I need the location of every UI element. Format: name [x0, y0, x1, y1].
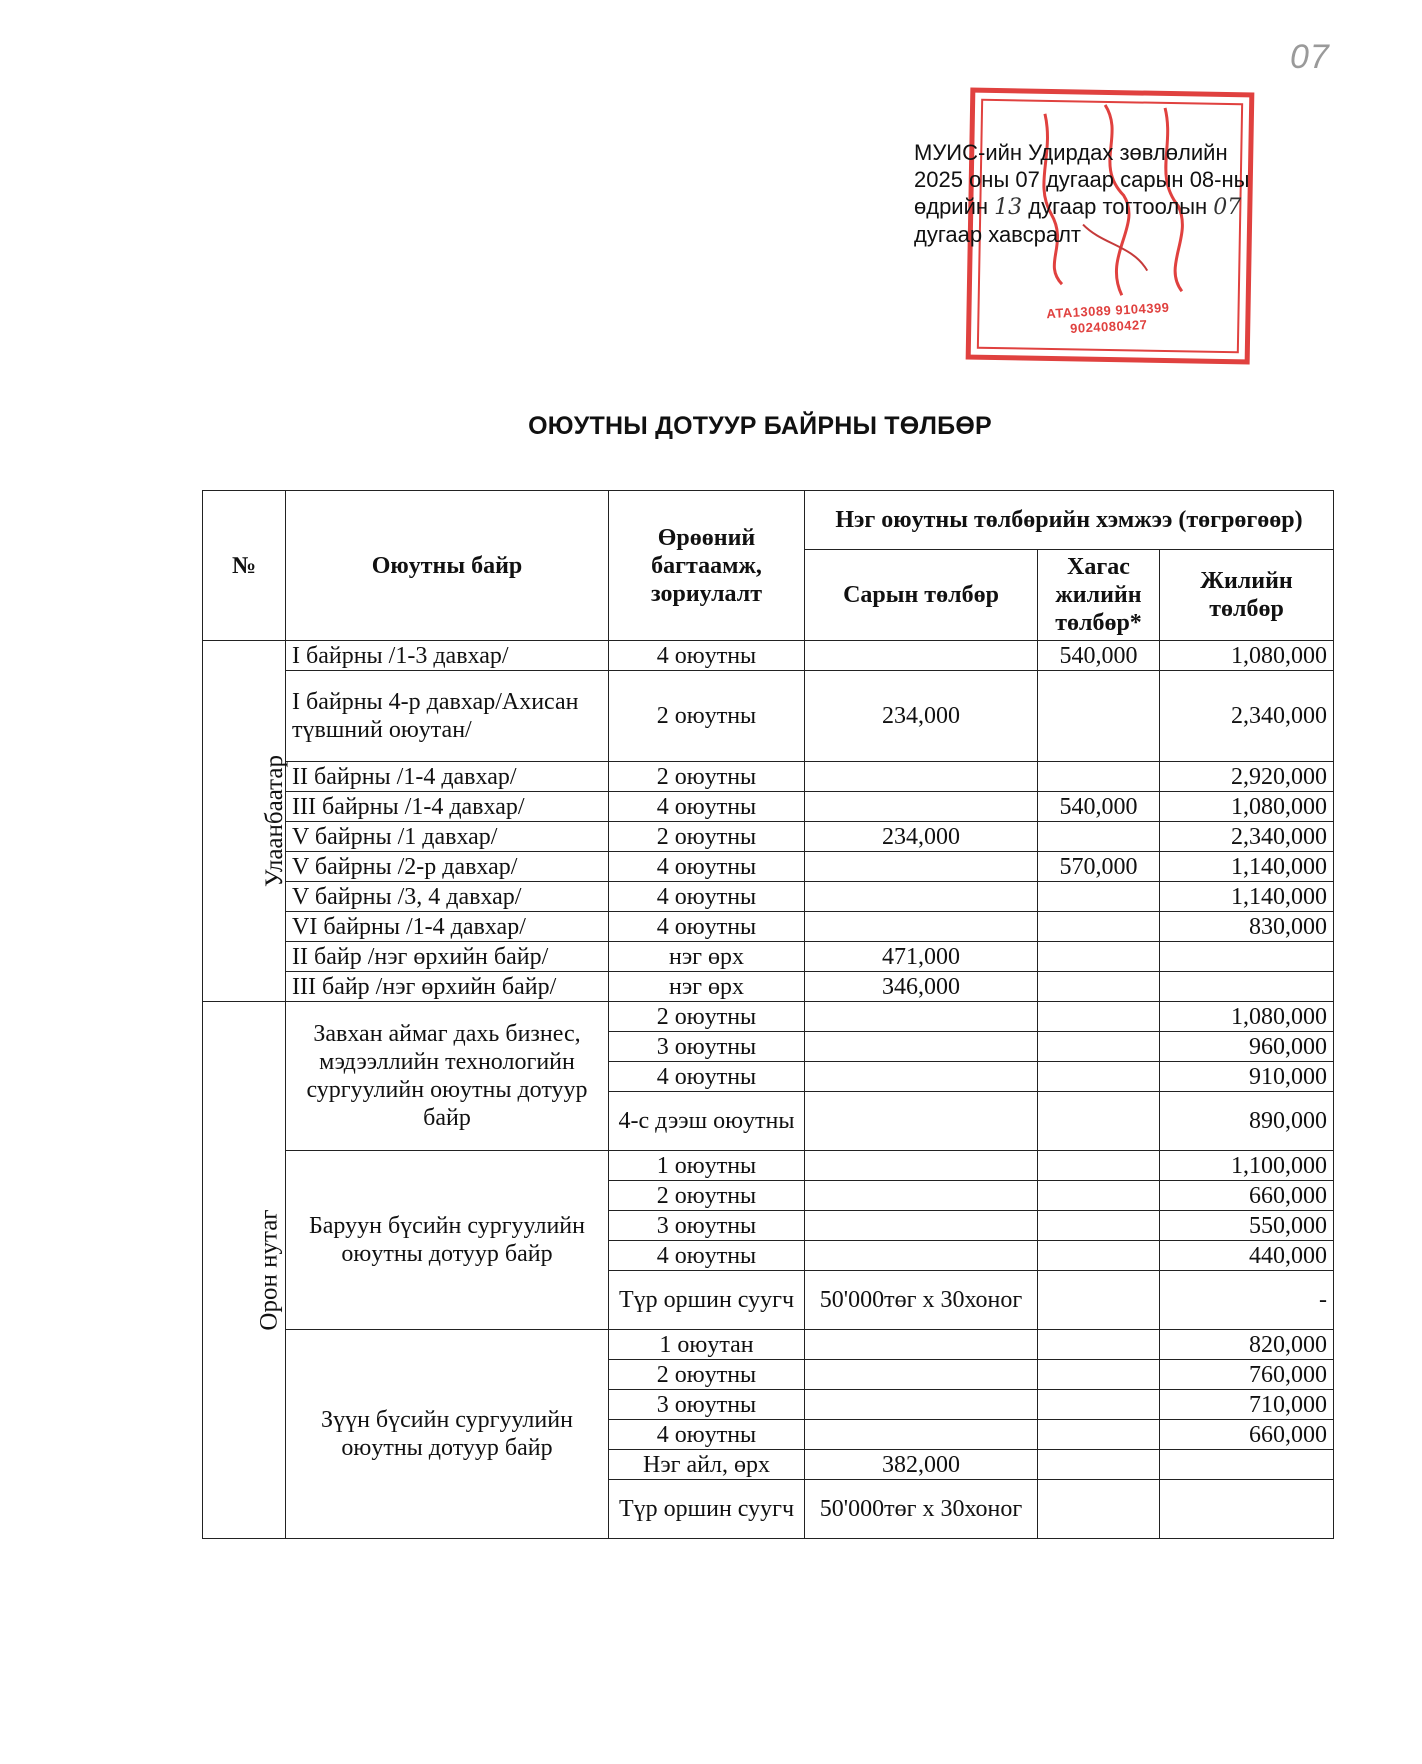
- monthly-cell: [805, 1211, 1038, 1241]
- table-row: [203, 641, 1334, 671]
- half-year-cell: [1038, 1151, 1160, 1181]
- capacity-cell: Түр оршин суугч: [609, 1480, 805, 1539]
- monthly-cell: 50'000төг х 30хоног: [805, 1271, 1038, 1330]
- half-year-cell: [1038, 1330, 1160, 1360]
- header-monthly: Сарын төлбөр: [805, 550, 1038, 641]
- monthly-cell: [805, 882, 1038, 912]
- dorm-cell: Баруун бүсийн сургуулийн оюутны дотуур байр: [286, 1151, 609, 1330]
- handwritten-resolution-number: 13: [994, 195, 1023, 220]
- yearly-cell: [1160, 1480, 1334, 1539]
- monthly-cell: [805, 1420, 1038, 1450]
- yearly-cell: 440,000: [1160, 1241, 1334, 1271]
- half-year-cell: [1038, 671, 1160, 762]
- table-row: [203, 1002, 1334, 1032]
- half-year-cell: [1038, 1002, 1160, 1032]
- yearly-cell: [1160, 942, 1334, 972]
- half-year-cell: [1038, 1181, 1160, 1211]
- monthly-cell: [805, 762, 1038, 792]
- annex-line-3-start: өдрийн: [914, 194, 995, 219]
- handwritten-annex-number: 07: [1213, 195, 1242, 220]
- yearly-cell: 760,000: [1160, 1360, 1334, 1390]
- yearly-cell: 960,000: [1160, 1032, 1334, 1062]
- region-label: Орон нутаг: [255, 1209, 283, 1331]
- dorm-cell: V байрны /2-р давхар/: [286, 852, 609, 882]
- document-title: ОЮУТНЫ ДОТУУР БАЙРНЫ ТӨЛБӨР: [528, 412, 992, 440]
- capacity-cell: 1 оюутан: [609, 1330, 805, 1360]
- capacity-cell: 2 оюутны: [609, 762, 805, 792]
- dorm-cell: I байрны 4-р давхар/Ахисан түвшний оюутан/: [286, 671, 609, 762]
- yearly-cell: 1,080,000: [1160, 792, 1334, 822]
- capacity-cell: 4 оюутны: [609, 1420, 805, 1450]
- table-row: [203, 1151, 1334, 1181]
- half-year-cell: [1038, 1480, 1160, 1539]
- half-year-cell: [1038, 762, 1160, 792]
- monthly-cell: [805, 1390, 1038, 1420]
- monthly-cell: [805, 1032, 1038, 1062]
- half-year-cell: [1038, 1032, 1160, 1062]
- table-row: [203, 882, 1334, 912]
- monthly-cell: [805, 1360, 1038, 1390]
- header-dorm: Оюутны байр: [286, 491, 609, 641]
- dorm-cell: III байрны /1-4 давхар/: [286, 792, 609, 822]
- monthly-cell: 234,000: [805, 822, 1038, 852]
- annex-line-3-middle: дугаар тогтоолын: [1022, 194, 1214, 219]
- capacity-cell: 3 оюутны: [609, 1032, 805, 1062]
- yearly-cell: 1,140,000: [1160, 852, 1334, 882]
- yearly-cell: [1160, 972, 1334, 1002]
- capacity-cell: 2 оюутны: [609, 822, 805, 852]
- table-row: [203, 972, 1334, 1002]
- half-year-cell: [1038, 1360, 1160, 1390]
- capacity-cell: 4 оюутны: [609, 852, 805, 882]
- monthly-cell: 50'000төг х 30хоног: [805, 1480, 1038, 1539]
- capacity-cell: нэг өрх: [609, 942, 805, 972]
- dorm-cell: III байр /нэг өрхийн байр/: [286, 972, 609, 1002]
- header-yearly: Жилийн төлбөр: [1160, 550, 1334, 641]
- capacity-cell: 3 оюутны: [609, 1390, 805, 1420]
- monthly-cell: [805, 1151, 1038, 1181]
- table-row: [203, 671, 1334, 762]
- half-year-cell: [1038, 1092, 1160, 1151]
- half-year-cell: [1038, 1211, 1160, 1241]
- half-year-cell: [1038, 1271, 1160, 1330]
- monthly-cell: [805, 1062, 1038, 1092]
- region-cell-ub: [203, 641, 289, 1002]
- capacity-cell: 3 оюутны: [609, 1211, 805, 1241]
- dorm-cell: II байр /нэг өрхийн байр/: [286, 942, 609, 972]
- annex-line-1: МУИС-ийн Удирдах зөвлөлийн: [914, 140, 1228, 165]
- yearly-cell: 2,340,000: [1160, 822, 1334, 852]
- capacity-cell: Нэг айл, өрх: [609, 1450, 805, 1480]
- annex-line-2: 2025 оны 07 дугаар сарын 08-ны: [914, 167, 1250, 192]
- monthly-cell: 382,000: [805, 1450, 1038, 1480]
- table-row: [203, 1330, 1334, 1360]
- yearly-cell: 710,000: [1160, 1390, 1334, 1420]
- capacity-cell: 2 оюутны: [609, 1360, 805, 1390]
- header-fee-group: Нэг оюутны төлбөрийн хэмжээ (төгрөгөөр): [805, 491, 1334, 550]
- dorm-cell: II байрны /1-4 давхар/: [286, 762, 609, 792]
- yearly-cell: [1160, 1450, 1334, 1480]
- yearly-cell: -: [1160, 1271, 1334, 1330]
- capacity-cell: 2 оюутны: [609, 1002, 805, 1032]
- half-year-cell: [1038, 882, 1160, 912]
- table-row: [203, 852, 1334, 882]
- yearly-cell: 1,140,000: [1160, 882, 1334, 912]
- monthly-cell: [805, 1002, 1038, 1032]
- yearly-cell: 1,080,000: [1160, 1002, 1334, 1032]
- monthly-cell: [805, 1181, 1038, 1211]
- monthly-cell: 346,000: [805, 972, 1038, 1002]
- stamp-number-line1: ATA13089 9104399: [1046, 299, 1170, 322]
- yearly-cell: 660,000: [1160, 1181, 1334, 1211]
- page-number: 07: [1290, 38, 1330, 76]
- half-year-cell: [1038, 1062, 1160, 1092]
- table-row: [203, 762, 1334, 792]
- header-half-year: Хагас жилийн төлбөр*: [1038, 550, 1160, 641]
- dorm-cell: I байрны /1-3 давхар/: [286, 641, 609, 671]
- region-cell-local: [203, 1002, 286, 1539]
- capacity-cell: 4-с дээш оюутны: [609, 1092, 805, 1151]
- monthly-cell: [805, 792, 1038, 822]
- dorm-cell: V байрны /3, 4 давхар/: [286, 882, 609, 912]
- yearly-cell: 890,000: [1160, 1092, 1334, 1151]
- region-label: Улаанбаатар: [261, 754, 289, 888]
- table-row: [203, 822, 1334, 852]
- capacity-cell: 4 оюутны: [609, 792, 805, 822]
- monthly-cell: [805, 1330, 1038, 1360]
- capacity-cell: 4 оюутны: [609, 912, 805, 942]
- dormitory-fee-table: [202, 490, 1334, 1539]
- table-row: [203, 912, 1334, 942]
- stamp-number-line2: 9024080427: [1069, 316, 1148, 336]
- capacity-cell: 4 оюутны: [609, 1241, 805, 1271]
- half-year-cell: [1038, 1241, 1160, 1271]
- half-year-cell: [1038, 1420, 1160, 1450]
- half-year-cell: [1038, 1450, 1160, 1480]
- annex-line-4: дугаар хавсралт: [914, 222, 1082, 247]
- yearly-cell: 2,340,000: [1160, 671, 1334, 762]
- dorm-cell: VI байрны /1-4 давхар/: [286, 912, 609, 942]
- capacity-cell: 4 оюутны: [609, 882, 805, 912]
- half-year-cell: [1038, 822, 1160, 852]
- capacity-cell: Түр оршин суугч: [609, 1271, 805, 1330]
- monthly-cell: [805, 1241, 1038, 1271]
- header-capacity: Өрөөний багтаамж, зориулалт: [609, 491, 805, 641]
- yearly-cell: 2,920,000: [1160, 762, 1334, 792]
- yearly-cell: 550,000: [1160, 1211, 1334, 1241]
- half-year-cell: [1038, 972, 1160, 1002]
- dorm-cell: V байрны /1 давхар/: [286, 822, 609, 852]
- monthly-cell: [805, 1092, 1038, 1151]
- monthly-cell: 471,000: [805, 942, 1038, 972]
- half-year-cell: 570,000: [1038, 852, 1160, 882]
- yearly-cell: 830,000: [1160, 912, 1334, 942]
- yearly-cell: 1,080,000: [1160, 641, 1334, 671]
- dorm-cell: Зүүн бүсийн сургуулийн оюутны дотуур байр: [286, 1330, 609, 1539]
- annex-line-3: [914, 193, 1304, 221]
- capacity-cell: нэг өрх: [609, 972, 805, 1002]
- half-year-cell: [1038, 942, 1160, 972]
- yearly-cell: 1,100,000: [1160, 1151, 1334, 1181]
- table-row: [203, 942, 1334, 972]
- monthly-cell: 234,000: [805, 671, 1038, 762]
- capacity-cell: 2 оюутны: [609, 671, 805, 762]
- capacity-cell: 4 оюутны: [609, 641, 805, 671]
- monthly-cell: [805, 641, 1038, 671]
- annex-note: [914, 139, 1304, 248]
- yearly-cell: 660,000: [1160, 1420, 1334, 1450]
- table-row: [203, 792, 1334, 822]
- half-year-cell: 540,000: [1038, 641, 1160, 671]
- half-year-cell: 540,000: [1038, 792, 1160, 822]
- header-number: №: [203, 491, 286, 641]
- yearly-cell: 820,000: [1160, 1330, 1334, 1360]
- half-year-cell: [1038, 1390, 1160, 1420]
- half-year-cell: [1038, 912, 1160, 942]
- capacity-cell: 4 оюутны: [609, 1062, 805, 1092]
- monthly-cell: [805, 852, 1038, 882]
- yearly-cell: 910,000: [1160, 1062, 1334, 1092]
- capacity-cell: 1 оюутны: [609, 1151, 805, 1181]
- dorm-cell: Завхан аймаг дахь бизнес, мэдээллийн технологийн сургуулийн оюутны дотуур байр: [286, 1002, 609, 1151]
- monthly-cell: [805, 912, 1038, 942]
- capacity-cell: 2 оюутны: [609, 1181, 805, 1211]
